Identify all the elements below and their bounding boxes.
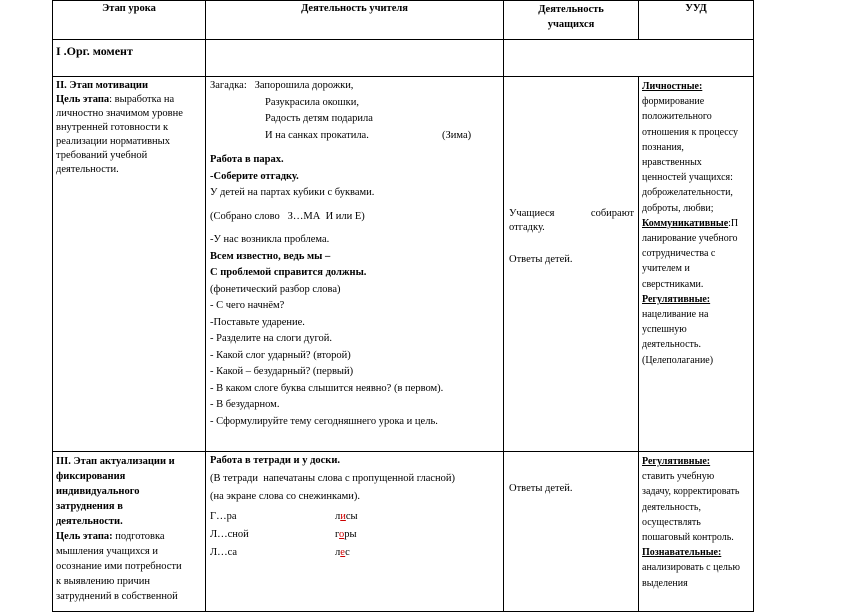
actualization-uud-cell: Регулятивные: ставить учебную задачу, корректировать деятельность, осуществлять пошаговый контроль. Познавательные: анализировать с целью выделения: [639, 452, 754, 612]
word-row-3: Л…са лес: [210, 547, 350, 558]
actualization-students-cell: Ответы детей.: [504, 452, 639, 612]
header-students: Деятельность учащихся: [504, 1, 639, 40]
riddle: Загадка: Запорошила дорожки, Разукрасила окошки, Радость детям подарила И на санках прокатила. (Зима): [210, 80, 472, 141]
header-row: [53, 1, 754, 40]
org-row: [53, 40, 754, 77]
lesson-table: [52, 0, 754, 612]
motivation-teacher-cell: Загадка: Запорошила дорожки, Разукрасила окошки, Радость детям подарила И на санках прокатила. (Зима) Работа в парах. -Соберите отгадку. У детей на партах кубики с буквами. (Собрано слово З…МА И или Е) -У нас возникла проблема. Всем известно, ведь мы – С проблемой справится должны. (фонетический разбор слова) - С чего начнём? -Поставьте ударение. - Разделите на слоги дугой. - Какой слог ударный? (второй) - Какой – безударный? (первый) - В каком слоге буква слышится неявно? (в первом). - В безударном. - Сформулируйте тему сегодняшнего урока и цель.: [206, 77, 504, 452]
actualization-stage-cell: III. Этап актуализации и фиксирования индивидуального затруднения в деятельности. Цель этапа: подготовка мышления учащихся и осознание ими потребности к выявлению причин затруднений в собственной: [53, 452, 206, 612]
motivation-goal: Цель этапа: выработка на личностно значимом уровне внутренней готовности к реализации нормативных требований учебной деятельности.: [56, 94, 183, 175]
word-row-1: Г…ра лисы: [210, 511, 358, 522]
org-teacher-cell: [206, 40, 504, 77]
motivation-students-cell: Учащиеся собирают отгадку. Ответы детей.: [504, 77, 639, 452]
header-teacher: Деятельность учителя: [206, 1, 504, 40]
word-row-2: Л…сной горы: [210, 529, 357, 540]
header-stage: Этап урока: [53, 1, 206, 40]
actualization-teacher-cell: Работа в тетради и у доски. (В тетради напечатаны слова с пропущенной гласной) (на экране слова со снежинками). Г…ра лисы Л…сной горы Л…са лес: [206, 452, 504, 612]
motivation-title: II. Этап мотивации: [56, 80, 149, 91]
header-uud: УУД: [639, 1, 754, 40]
pair-work-heading: Работа в парах.: [210, 154, 284, 165]
org-title: I .Орг. момент: [53, 40, 206, 77]
motivation-stage-cell: [53, 77, 206, 452]
motivation-row: [53, 77, 754, 452]
actualization-row: [53, 452, 754, 612]
motivation-uud-cell: Личностные: формирование положительного отношения к процессу познания, нравственных ценностей учащихся: доброжелательности, доброты, любви; Коммуникативные:П ланирование учебного сотрудничества с учителем и сверстниками. Регулятивные: нацеливание на успешную деятельность. (Целеполагание): [639, 77, 754, 452]
org-empty-cell: [504, 40, 754, 77]
